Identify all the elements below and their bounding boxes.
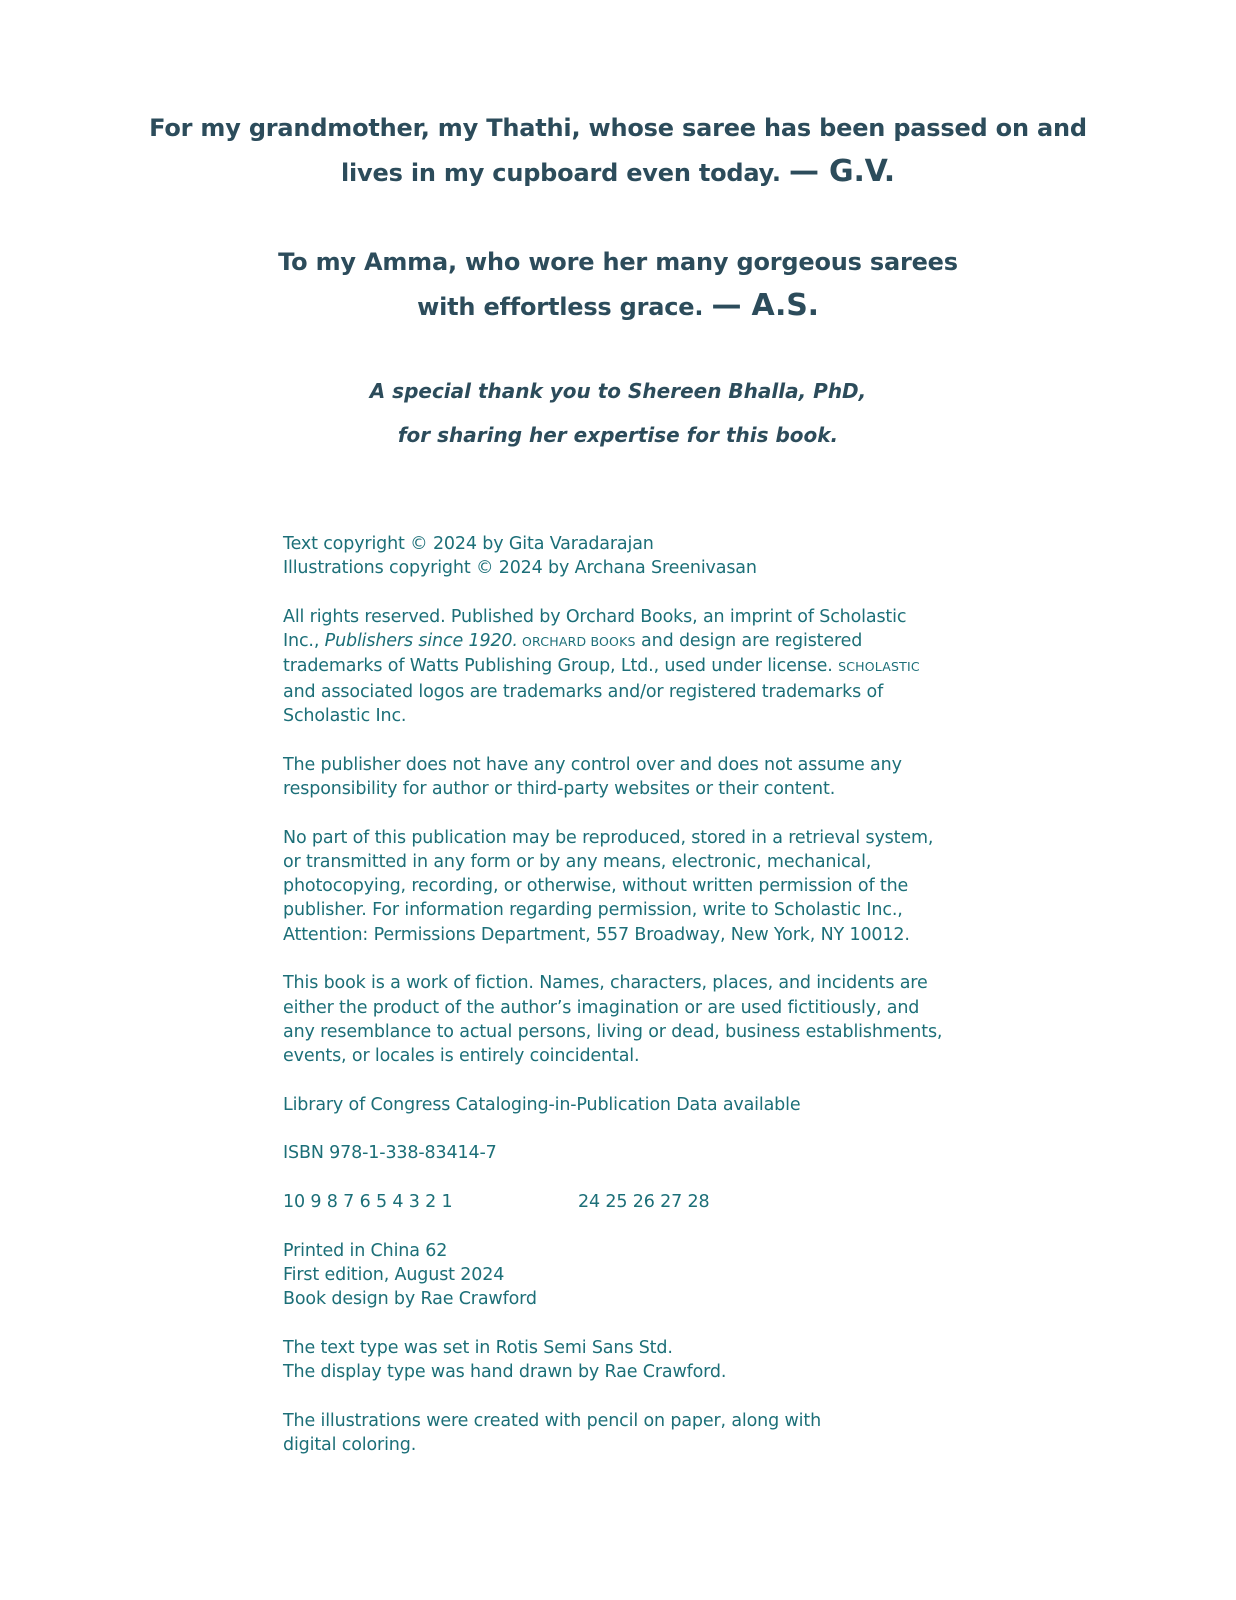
dedication-as-text: with effortless grace.	[417, 293, 704, 321]
rights-line-2	[283, 629, 983, 654]
isbn: ISBN 978-1-338-83414-7	[283, 1143, 497, 1164]
reproduction-notice	[283, 826, 983, 947]
fiction-line-3: any resemblance to actual persons, living or dead, business establishments,	[283, 1021, 943, 1042]
rights-line-1: All rights reserved. Published by Orchard Books, an imprint of Scholastic	[283, 606, 907, 627]
reproduction-line-2: or transmitted in any form or by any means, electronic, mechanical,	[283, 851, 872, 872]
dedication-gv-line-1: For my grandmother, my Thathi, whose saree has been passed on and	[149, 114, 1087, 142]
cip-data	[283, 1093, 983, 1117]
dedication-gv-text: lives in my cupboard even today.	[341, 159, 781, 187]
text-type: The text type was set in Rotis Semi Sans Std.	[283, 1337, 673, 1358]
dedication-as	[0, 240, 1236, 329]
dedication-gv-line-2	[0, 150, 1236, 195]
reproduction-line-3: photocopying, recording, or otherwise, without written permission of the	[283, 876, 909, 897]
printing-info	[283, 1239, 983, 1312]
first-edition: First edition, August 2024	[283, 1264, 505, 1285]
acknowledgement	[0, 369, 1236, 457]
fiction-line-4: events, or locales is entirely coincidental.	[283, 1046, 640, 1067]
fiction-line-1: This book is a work of fiction. Names, characters, places, and incidents are	[283, 973, 928, 994]
dedication-gv	[0, 106, 1236, 195]
print-numbers: 10 9 8 7 6 5 4 3 2 1	[283, 1192, 453, 1213]
scholastic-mark: SCHOLASTIC	[838, 659, 920, 675]
reproduction-line-5: Attention: Permissions Department, 557 Broadway, New York, NY 10012.	[283, 924, 910, 945]
illustrations-copyright: Illustrations copyright © 2024 by Archana Sreenivasan	[283, 558, 757, 579]
signature-as: — A.S.	[711, 288, 819, 323]
rights-line-4: and associated logos are trademarks and/or registered trademarks of	[283, 681, 884, 702]
rights-design: and design are registered	[635, 631, 863, 652]
fiction-disclaimer	[283, 971, 983, 1068]
illustration-line-1: The illustrations were created with pencil on paper, along with	[283, 1410, 822, 1431]
rights-inc: Inc.,	[283, 631, 325, 652]
rights-trademarks: trademarks of Watts Publishing Group, Ltd., used under license.	[283, 656, 839, 677]
reproduction-line-4: publisher. For information regarding permission, write to Scholastic Inc.,	[283, 900, 903, 921]
display-type: The display type was hand drawn by Rae Crawford.	[283, 1362, 727, 1383]
isbn-block	[283, 1141, 983, 1165]
publisher-note-line-2: responsibility for author or third-party websites or their content.	[283, 778, 836, 799]
type-info	[283, 1336, 983, 1385]
rights-paragraph	[283, 605, 983, 728]
printed-in: Printed in China 62	[283, 1240, 448, 1261]
print-years: 24 25 26 27 28	[578, 1192, 710, 1213]
rights-line-3	[283, 654, 983, 679]
fiction-line-2: either the product of the author’s imagination or are used fictitiously, and	[283, 997, 920, 1018]
print-key	[283, 1190, 983, 1214]
book-design: Book design by Rae Crawford	[283, 1289, 537, 1310]
rights-line-5: Scholastic Inc.	[283, 706, 407, 727]
dedication-as-line-1: To my Amma, who wore her many gorgeous sarees	[278, 248, 958, 276]
copyright-notices	[283, 532, 983, 581]
printing-line	[283, 1190, 983, 1214]
signature-gv: — G.V.	[788, 154, 895, 189]
copyright-block	[283, 532, 983, 1482]
publisher-note-line-1: The publisher does not have any control over and does not assume any	[283, 754, 902, 775]
reproduction-line-1: No part of this publication may be reproduced, stored in a retrieval system,	[283, 827, 934, 848]
acknowledgement-line-2: for sharing her expertise for this book.	[397, 423, 839, 447]
illustration-info	[283, 1409, 983, 1458]
acknowledgement-line-1: A special thank you to Shereen Bhalla, PhD,	[369, 379, 867, 403]
text-copyright: Text copyright © 2024 by Gita Varadarajan	[283, 534, 654, 554]
dedication-as-line-2	[0, 284, 1236, 329]
orchard-books-mark: ORCHARD BOOKS	[517, 634, 636, 650]
publishers-since: Publishers since 1920.	[324, 631, 518, 652]
publisher-note	[283, 753, 983, 802]
illustration-line-2: digital coloring.	[283, 1434, 417, 1455]
cip-line: Library of Congress Cataloging-in-Publication Data available	[283, 1094, 801, 1115]
